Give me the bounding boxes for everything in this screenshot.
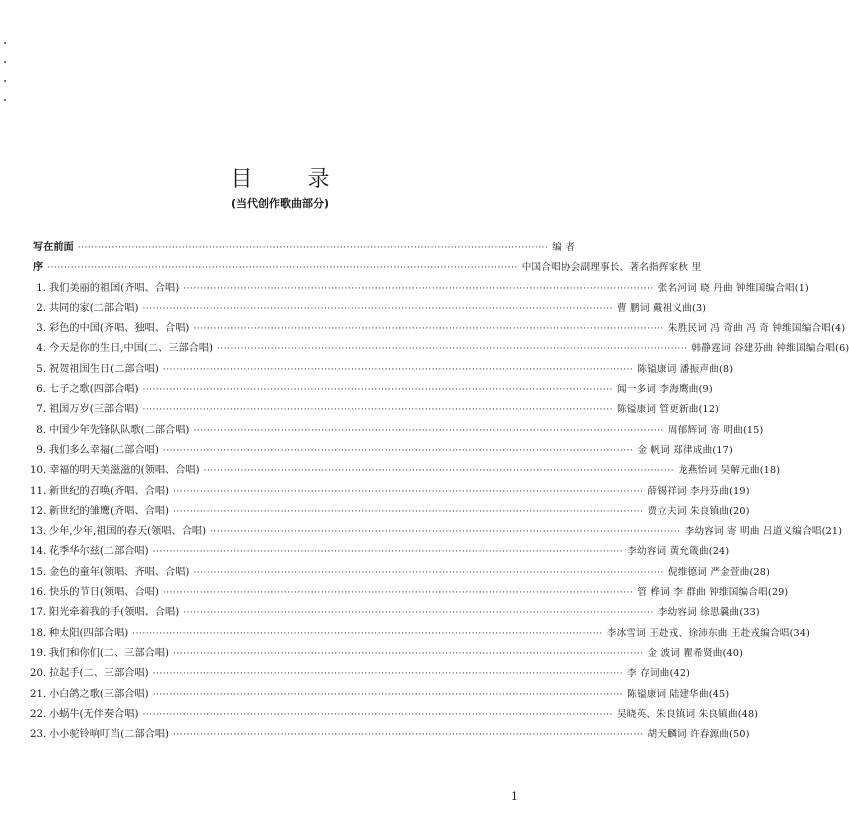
toc-leader-dots: ············································································································································ [193, 324, 664, 335]
toc-entry-credit: 陈镒康词 管更新曲(12) [616, 404, 720, 416]
toc-entry-credit: 李幼容词 徐思曩曲(33) [657, 607, 760, 619]
toc-entry [30, 522, 843, 542]
toc-leader-dots: ············································································································································ [142, 385, 613, 396]
toc-entry [30, 725, 750, 745]
toc-entry-credit: 陈镒康词 潘振声曲(8) [637, 363, 734, 375]
toc-entry-title: 小白鸽之歌(三部合唱) [49, 688, 149, 700]
toc-leader-dots: ············································································································································ [173, 648, 644, 659]
toc-entry-title: 我们美丽的祖国(齐唱、合唱) [49, 282, 180, 294]
toc-leader-dots: ············································································································································ [77, 243, 549, 253]
toc-entry-number: 15. [30, 566, 47, 578]
toc-entry-credit: 贾立夫词 朱良镇曲(20) [647, 505, 750, 517]
toc-entry-number: 21. [30, 688, 47, 700]
toc-entry-credit: 中国合唱协会副理事长、著名指挥家秋 里 [521, 262, 702, 274]
toc-entry-number: 9. [36, 444, 46, 456]
toc-leader-dots: ············································································································································ [162, 445, 634, 456]
toc-leader-dots: ············································································································································ [132, 628, 603, 639]
toc-entry-credit: 闻一多词 李海鹰曲(9) [616, 384, 713, 396]
toc-entry-title: 彩色的中国(齐唱、独唱、合唱) [49, 323, 190, 335]
toc-leader-dots: ············································································································································ [217, 344, 688, 355]
toc-leader-dots: ············································································································································ [173, 506, 644, 517]
toc-entry-title: 我们多么幸福(二部合唱) [49, 444, 159, 456]
toc-entry [30, 563, 771, 583]
toc-entry-number: 12. [30, 505, 47, 517]
toc-entry-title: 今天是你的生日,中国(二、三部合唱) [49, 343, 213, 355]
toc-entry-credit: 薛锡祥词 李丹芬曲(19) [647, 485, 750, 497]
toc-entry [30, 583, 789, 603]
toc-entry [30, 319, 846, 339]
toc-entry-credit: 陈镒康词 陆建华曲(45) [627, 688, 730, 700]
toc-leader-dots: ············································································································································ [193, 425, 664, 436]
toc-entry [30, 441, 733, 461]
toc-entry-credit: 李 存词曲(42) [627, 668, 691, 680]
toc-entry-number: 11. [30, 485, 47, 497]
toc-entry-title: 新世纪的召唤(齐唱、合唱) [49, 485, 170, 497]
toc-entry-number: 14. [30, 546, 47, 558]
toc-entry-title: 新世纪的雏鹰(齐唱、合唱) [49, 505, 170, 517]
toc-leader-dots: ············································································································································ [152, 689, 624, 700]
toc-entry-title: 序 [33, 262, 44, 274]
page-subtitle: (当代创作歌曲部分) [230, 197, 330, 210]
toc-leader-dots: ············································································································································ [142, 405, 613, 416]
toc-leader-dots: ············································································································································ [152, 669, 624, 680]
toc-entry [30, 279, 809, 299]
toc-entry-credit: 金 帆词 郑律成曲(17) [637, 444, 733, 456]
toc-leader-dots: ············································································································································ [162, 588, 634, 599]
toc-entry-title: 幸福的明天美滋滋的(领唱、合唱) [49, 465, 200, 477]
toc-leader-dots: ············································································································································ [47, 263, 518, 274]
toc-entry-title: 少年,少年,祖国的春天(领唱、合唱) [49, 526, 207, 538]
toc-entry-number: 3. [36, 323, 46, 335]
toc-leader-dots: ············································································································································ [203, 466, 675, 477]
toc-entry-title: 写在前面 [33, 242, 74, 253]
toc-entry-credit: 周郁辉词 寄 明曲(15) [667, 424, 764, 436]
toc-entry-number: 18. [30, 627, 47, 639]
toc-entry-title: 七子之歌(四部合唱) [49, 384, 139, 396]
toc-entry-number: 10. [30, 465, 47, 477]
toc-entry-number: 17. [30, 607, 47, 619]
toc-entry-title: 祝贺祖国生日(二部合唱) [49, 363, 159, 375]
toc-entry [30, 685, 730, 705]
toc-entry-number: 13. [30, 526, 47, 538]
toc-entry-number: 7. [36, 404, 46, 416]
toc-entry-number: 23. [30, 729, 47, 741]
toc-entry-number: 19. [30, 647, 47, 659]
toc-entry-title: 快乐的节日(领唱、合唱) [49, 587, 159, 599]
toc-leader-dots: ············································································································································ [152, 547, 624, 558]
toc-leader-dots: ············································································································································ [183, 283, 654, 294]
toc-entry [30, 603, 760, 623]
toc-entry-title: 我们和你们(二、三部合唱) [49, 647, 170, 659]
toc-entry [30, 705, 759, 725]
toc-entry-title: 花季华尔兹(二部合唱) [49, 546, 149, 558]
toc-entry-title: 共同的家(二部合唱) [49, 302, 139, 314]
toc-entry-title: 阳光牵着我的手(领唱、合唱) [49, 607, 180, 619]
toc-entry-credit: 倪维德词 严金萱曲(28) [667, 566, 771, 578]
toc-entry-number: 2. [36, 302, 46, 314]
toc-entry-number: 1. [36, 282, 46, 294]
toc-leader-dots: ············································································································································ [162, 364, 634, 375]
toc-leader-dots: ············································································································································ [142, 709, 613, 720]
page-number: 1 [511, 790, 518, 803]
binding-edge-marks [4, 42, 7, 118]
toc-entry [30, 644, 744, 664]
toc-entry-credit: 编 者 [552, 242, 576, 253]
toc-entry [30, 664, 691, 684]
toc-entry-credit: 管 桦词 李 群曲 钟维国编合唱(29) [637, 587, 789, 599]
toc-entry [30, 461, 781, 481]
toc-entry-title: 拉起手(二、三部合唱) [49, 668, 149, 680]
toc-entry [30, 299, 707, 319]
toc-entry-title: 小蜗牛(无伴奏合唱) [49, 708, 139, 720]
toc-entry-title: 中国少年先锋队队歌(二部合唱) [49, 424, 190, 436]
toc-entry-credit: 吴晓英、朱良镇词 朱良镇曲(48) [616, 708, 759, 720]
toc-entry [30, 360, 734, 380]
toc-entry [30, 258, 702, 278]
toc-entry-title: 金色的童年(领唱、齐唱、合唱) [49, 566, 190, 578]
toc-entry-title: 小小驼铃响叮当(二部合唱) [49, 729, 170, 741]
toc-entry-credit: 胡天麟词 许春源曲(50) [647, 729, 750, 741]
toc-entry [30, 421, 764, 441]
toc-entry-number: 5. [36, 363, 46, 375]
toc-entry [30, 339, 849, 359]
toc-entry [30, 624, 811, 644]
toc-entry-number: 8. [36, 424, 46, 436]
toc-entry-credit: 李冰雪词 王赴戎、徐沛东曲 王赴戎编合唱(34) [606, 627, 811, 639]
toc-entry [30, 502, 750, 522]
toc-entry-number: 20. [30, 668, 47, 680]
table-of-contents [30, 238, 849, 745]
toc-entry-credit: 朱胜民词 冯 奇曲 冯 奇 钟维国编合唱(4) [667, 323, 846, 335]
toc-leader-dots: ············································································································································ [210, 527, 681, 538]
toc-entry-number: 16. [30, 587, 47, 599]
toc-entry [30, 380, 713, 400]
toc-entry-credit: 张名河词 晓 丹曲 钟维国编合唱(1) [657, 282, 809, 294]
toc-entry-credit: 李幼容词 黄允箴曲(24) [627, 546, 730, 558]
toc-leader-dots: ············································································································································ [183, 608, 654, 619]
toc-leader-dots: ············································································································································ [173, 486, 644, 497]
toc-entry-title: 祖国万岁(三部合唱) [49, 404, 139, 416]
toc-entry-credit: 曹 鹏词 戴祖义曲(3) [616, 302, 707, 314]
toc-leader-dots: ············································································································································ [193, 567, 664, 578]
toc-entry-title: 种太阳(四部合唱) [49, 627, 129, 639]
toc-entry-number: 6. [36, 384, 46, 396]
toc-leader-dots: ············································································································································ [142, 303, 613, 314]
toc-entry [30, 238, 576, 258]
toc-entry [30, 400, 720, 420]
toc-entry-credit: 李幼容词 寄 明曲 吕道义编合唱(21) [684, 526, 843, 538]
toc-entry-number: 22. [30, 708, 47, 720]
toc-entry-number: 4. [36, 343, 46, 355]
toc-leader-dots: ············································································································································ [173, 730, 644, 741]
toc-entry-credit: 金 波词 瞿希贤曲(40) [647, 647, 744, 659]
toc-entry [30, 482, 750, 502]
toc-entry-credit: 龙燕怡词 吴解元曲(18) [678, 465, 781, 477]
toc-entry-credit: 韩静霆词 谷建芬曲 钟维国编合唱(6) [691, 343, 849, 355]
toc-entry [30, 542, 730, 562]
page-title: 目 录 [230, 167, 354, 192]
